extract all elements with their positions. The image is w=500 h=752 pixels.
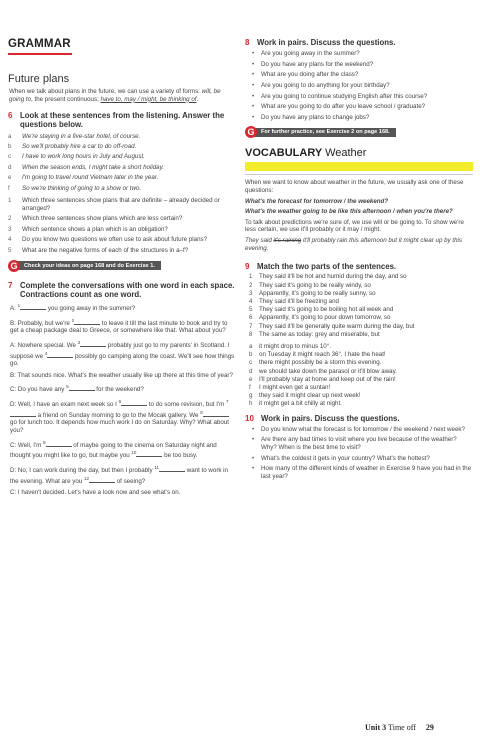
dialogue-text: C: Well, I'm <box>10 441 44 449</box>
sentence-text: We're staying in a five-star hotel, of course. <box>22 132 141 140</box>
discussion-question: • Do you have any plans to change jobs? <box>245 114 473 122</box>
match-text: they said it might clear up next week! <box>259 392 361 400</box>
match-label: 1 <box>249 273 253 281</box>
exercise-6-questions <box>8 197 236 255</box>
discussion-question: • Are you going away in the summer? <box>245 50 473 58</box>
question-text: Which sentence shows a plan which is an obligation? <box>22 225 168 233</box>
exercise-6-title: 6 Look at these sentences from the listening. Answer the questions below. <box>8 111 225 130</box>
answer-gap[interactable] <box>118 399 147 406</box>
answer-gap[interactable] <box>71 317 100 325</box>
ex6-question <box>8 197 236 212</box>
match-item <box>245 306 473 314</box>
question-text: Which three sentences show plans that are definite – already decided or arranged? <box>22 197 220 212</box>
discussion-question: • Do you have any plans for the weekend? <box>245 61 473 69</box>
dialogue-line <box>10 398 236 435</box>
dialogue-line <box>10 317 236 335</box>
dialogue-text: of seeing? <box>114 477 146 485</box>
match-text: They said it's going to be boiling hot all week and <box>259 306 394 314</box>
match-text: They said it's going to be really windy, so <box>259 281 371 289</box>
ex6-question <box>8 236 236 244</box>
discussion-question: • Do you know what the forecast is for tomorrow / the weekend / next week? <box>245 426 473 434</box>
gap-number: 11 <box>154 464 160 470</box>
match-item <box>245 282 473 290</box>
grammar-rule <box>8 53 72 55</box>
sentence-letter: d <box>8 163 12 171</box>
match-label: 3 <box>249 289 253 297</box>
gap-number: 3 <box>77 339 81 345</box>
match-text: it might drop to minus 10°. <box>259 342 331 350</box>
dialogue-text: A: <box>10 305 18 313</box>
gap-number: 8 <box>200 409 203 415</box>
dialogue-text: D: Well, I have an exam next week so I <box>10 401 119 409</box>
exercise-9-second-halves <box>245 343 473 409</box>
match-text: there might possibly be a storm this evening. <box>259 359 382 367</box>
dialogue-line <box>10 439 236 460</box>
question-number: 4 <box>8 236 12 244</box>
right-column <box>245 38 473 483</box>
answer-gap[interactable] <box>46 442 72 447</box>
gap-number: 4 <box>44 350 48 356</box>
dialogue-line <box>10 489 236 497</box>
exercise-8 <box>245 38 473 137</box>
gap-number: 5 <box>66 384 69 390</box>
further-practice-badge: G For further practice, see Exercise 2 on page 168. <box>245 127 473 137</box>
sentence-text: When the season ends, I might take a short holiday. <box>22 163 164 171</box>
match-label: 2 <box>249 281 253 289</box>
answer-gap[interactable] <box>89 478 115 483</box>
dialogue-text: be too busy. <box>162 452 198 460</box>
page-footer: Unit 3 Time off 29 <box>365 723 434 732</box>
answer-gap[interactable] <box>203 412 229 417</box>
match-label: 7 <box>249 322 253 330</box>
match-text: it might get a bit chilly at night. <box>259 400 342 408</box>
match-text: Apparently, it's going to be really sunny, so <box>259 289 376 297</box>
dialogue-line <box>10 302 236 313</box>
match-item <box>245 273 473 281</box>
gap-number: 10 <box>131 450 137 456</box>
dialogue-text: of maybe going to the cinema on Saturday night and thought you might like to go, but maybe you <box>10 441 217 460</box>
dialogue-text: D: No, I can work during the day, but then I probably <box>10 466 155 474</box>
discussion-question: • Are you going to do anything for your birthday? <box>245 82 473 90</box>
match-text: Apparently, it's going to pour down tomorrow, so <box>259 314 391 322</box>
exercise-10-title: 10 Work in pairs. Discuss the questions. <box>245 413 400 423</box>
match-label: c <box>249 359 253 367</box>
match-label: d <box>249 367 253 375</box>
match-text: They said it'll be generally quite warm during the day, but <box>259 322 415 330</box>
vocabulary-section <box>245 147 473 252</box>
match-label: 4 <box>249 297 253 305</box>
question-number: 3 <box>8 225 12 233</box>
match-item <box>245 343 473 351</box>
dialogue-line <box>10 339 236 368</box>
sentence-letter: b <box>8 143 12 150</box>
match-item <box>245 351 473 359</box>
dialogue-text: B: That sounds nice. What's the weather usually like up there at this time of year? <box>10 371 233 379</box>
question-number: 2 <box>8 215 12 223</box>
question-number: 1 <box>8 197 12 205</box>
exercise-7-dialogues <box>8 302 236 497</box>
gap-number: 1 <box>17 303 21 308</box>
answer-gap[interactable] <box>77 339 106 347</box>
dialogue-text: A: Nowhere special. We <box>10 341 78 349</box>
check-ideas-badge: G Check your ideas on page 168 and do Exercise 1. <box>8 261 236 271</box>
match-item <box>245 331 473 339</box>
grammar-heading: GRAMMAR <box>8 38 71 50</box>
discussion-question: • What are you doing after the class? <box>245 71 473 79</box>
answer-gap[interactable] <box>44 350 73 358</box>
dialogue-line <box>10 464 236 485</box>
answer-gap[interactable] <box>10 412 36 417</box>
sentence-text: I have to work long hours in July and August. <box>22 153 145 161</box>
match-label: 6 <box>249 314 253 322</box>
discussion-question: • What are you going to do after you leave school / graduate? <box>245 103 473 111</box>
match-item <box>245 359 473 367</box>
ex6-sentence <box>8 173 236 183</box>
match-label: a <box>249 342 253 350</box>
discussion-question: • How many of the different kinds of weather in Exercise 9 have you had in the last year? <box>245 465 473 480</box>
discussion-question: • Are there any bad times to visit where you live because of the weather? Why? When is the best time to visit? <box>245 436 473 451</box>
dialogue-line <box>10 383 236 394</box>
sentence-text: I'm going to travel round Vietnam later in the year. <box>22 174 159 182</box>
gap-number: 7 <box>225 399 229 405</box>
match-text: we should take down the parasol or it'll blow away. <box>259 367 397 375</box>
sentence-letter: f <box>8 184 10 192</box>
answer-gap[interactable] <box>69 386 95 391</box>
exercise-8-title: 8 Work in pairs. Discuss the questions. <box>245 38 396 47</box>
left-column <box>8 38 236 501</box>
future-plans-title: Future plans <box>8 73 70 85</box>
grammar-g-icon: G <box>8 260 20 272</box>
match-item <box>245 400 473 408</box>
match-item <box>245 376 473 384</box>
question-text: Which three sentences show plans which are less certain? <box>22 215 183 223</box>
match-text: I might even get a suntan! <box>259 383 331 391</box>
exercise-10 <box>245 414 473 481</box>
dialogue-text: C: I haven't decided. Let's have a look now and see what's on. <box>10 489 181 497</box>
sentence-text: So we'll probably hire a car to do off-road. <box>22 143 137 150</box>
answer-gap[interactable] <box>136 452 162 457</box>
answer-gap[interactable] <box>159 467 185 472</box>
match-item <box>245 368 473 376</box>
match-label: e <box>249 375 253 383</box>
dialogue-text: to leave it till the last minute to book and try to get a cheap package deal to Greece, or somewhere like that. What about you? <box>10 319 228 335</box>
dialogue-text: probably just go to my parents' in Scotland. I suppose we <box>10 341 230 360</box>
exercise-9-title: 9 Match the two parts of the sentences. <box>245 262 397 272</box>
ex6-sentence <box>8 184 236 194</box>
discussion-question: • What's the coldest it gets in your country? What's the hottest? <box>245 455 473 463</box>
dialogue-text: for the weekend? <box>94 386 144 394</box>
exercise-8-questions <box>245 50 473 121</box>
exercise-6 <box>8 111 236 270</box>
match-label: b <box>249 351 253 359</box>
match-item <box>245 290 473 298</box>
match-item <box>245 384 473 392</box>
vocabulary-highlight-bar <box>245 162 473 171</box>
sentence-letter: c <box>8 153 12 161</box>
match-label: g <box>249 392 253 400</box>
ex6-sentence <box>8 142 236 152</box>
match-label: f <box>249 383 251 391</box>
ex6-question <box>8 226 236 234</box>
match-label: h <box>249 400 253 408</box>
ex6-sentence <box>8 163 236 173</box>
match-label: 8 <box>249 330 253 338</box>
dialogue-text: possibly go camping along the coast. We'll see how things go. <box>10 352 235 368</box>
match-item <box>245 323 473 331</box>
grammar-explanation: When we talk about plans in the future, we can use a variety of forms: will, be going to, the present continuous; have to, may / might, be thinking of. <box>9 88 221 103</box>
dialogue-text: go for lunch too. It depends how much work I do on Saturday. Why? What about you? <box>10 419 229 434</box>
answer-gap[interactable] <box>17 303 46 310</box>
match-item <box>245 298 473 306</box>
gap-number: 2 <box>71 317 75 323</box>
match-text: The same as today: grey and miserable, but <box>259 330 380 338</box>
exercise-6-sentences <box>8 132 236 194</box>
grammar-g-icon: G <box>245 126 257 138</box>
discussion-question: • Are you going to continue studying English after this course? <box>245 93 473 101</box>
exercise-7-title: 7 Complete the conversations with one word in each space. Contractions count as one word. <box>8 280 235 299</box>
vocabulary-heading: VOCABULARY Weather <box>245 147 367 160</box>
gap-number: 12 <box>83 475 89 481</box>
question-text: What are the negative forms of each of the structures in a–f? <box>22 247 189 254</box>
ex6-question <box>8 215 236 223</box>
dialogue-text: C: Do you have any <box>10 386 67 394</box>
match-text: I'll probably stay at home and keep out of the rain! <box>259 375 396 383</box>
dialogue-line <box>10 372 236 380</box>
question-number: 5 <box>8 247 12 254</box>
match-item <box>245 314 473 322</box>
exercise-9-first-halves <box>245 273 473 339</box>
dialogue-text: to do some revision, but I'm <box>147 401 226 409</box>
dialogue-text: a friend on Sunday morning to go to the Mocak gallery. We <box>36 411 201 419</box>
ex6-sentence <box>8 152 236 162</box>
gap-number: 9 <box>43 439 46 445</box>
dialogue-text: you going away in the summer? <box>46 305 136 313</box>
dialogue-text: B: Probably, but we're <box>10 319 72 327</box>
match-text: They said it'll be freezing and <box>259 297 339 305</box>
exercise-10-questions <box>245 426 473 481</box>
vocabulary-explanation: When we want to know about weather in the future, we usually ask one of these questions: What's the forecast for tomorrow / the weekend? What's the weather going to be like this afternoon / when you're there? To talk about predictions we're sure of, we use will or be going to. To show we're less certain, we use it'll probably or it may / might. They said it's raining it'll probably rain this afternoon but it might clear up by this evening. <box>245 174 473 252</box>
sentence-letter: a <box>8 132 12 140</box>
ex6-sentence <box>8 132 236 142</box>
sentence-text: So we're thinking of going to a show or two. <box>22 184 142 192</box>
question-text: Do you know two questions we often use to ask about future plans? <box>22 236 208 244</box>
dialogue-text: want to work in the evening. What are you <box>10 466 229 485</box>
match-text: They said it'll be hot and humid during the day, and so <box>259 273 407 281</box>
exercise-7 <box>8 281 236 497</box>
gap-number: 6 <box>118 399 122 405</box>
exercise-9 <box>245 262 473 408</box>
match-text: on Tuesday it might reach 36°. I hate the heat! <box>259 351 386 359</box>
match-item <box>245 392 473 400</box>
ex6-question <box>8 247 236 255</box>
sentence-letter: e <box>8 174 12 182</box>
match-label: 5 <box>249 306 253 314</box>
